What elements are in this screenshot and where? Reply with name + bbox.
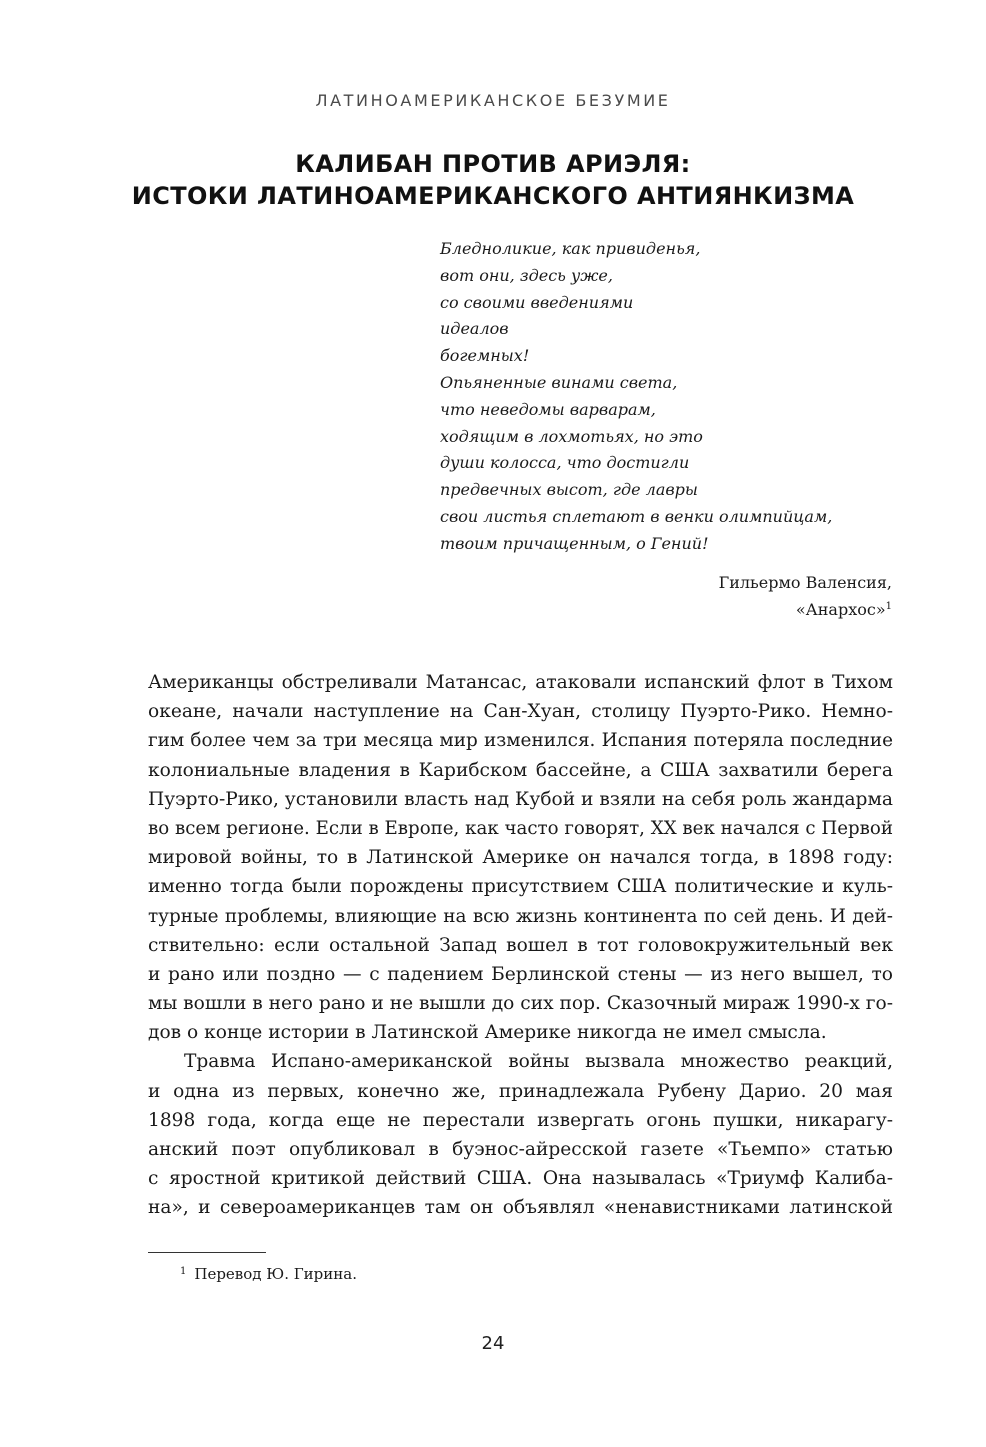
body-line: на», и североамериканцев там он объявлял «ненавистниками латинской	[148, 1197, 893, 1219]
body-line: мировой войны, то в Латинской Америке он начался тогда, в 1898 году:	[148, 847, 893, 869]
epigraph	[440, 236, 900, 558]
body-line: и рано или поздно — с падением Берлинской стены — из него вышел, то	[148, 963, 893, 985]
chapter-title-line-2: ИСТОКИ ЛАТИНОАМЕРИКАНСКОГО АНТИЯНКИЗМА	[131, 182, 855, 210]
epigraph-line: что неведомы варварам,	[440, 399, 656, 419]
body-line: океане, начали наступление на Сан-Хуан, столицу Пуэрто-Рико. Немно-	[148, 701, 893, 723]
epigraph-line: Бледноликие, как привиденья,	[440, 239, 701, 258]
epigraph-author: Гильермо Валенсия,	[718, 573, 892, 592]
epigraph-line: со своими введениями	[440, 292, 634, 312]
body-line: анский поэт опубликовал в буэнос-айресской газете «Тьемпо» статью	[148, 1139, 893, 1160]
body-line: гим более чем за три месяца мир изменился. Испания потеряла последние	[148, 730, 893, 752]
epigraph-line: свои листья сплетают в венки олимпийцам,	[440, 506, 833, 526]
body-line: Травма Испано-американской войны вызвала множество реакций,	[184, 1051, 893, 1073]
body-line: ствительно: если остальной Запад вошел в тот головокружительный век	[148, 934, 893, 956]
body-line: во всем регионе. Если в Европе, как часто говорят, XX век начался с Первой	[148, 817, 893, 839]
body-line: Пуэрто-Рико, установили власть над Кубой и взяли на себя роль жандарма	[148, 788, 893, 810]
epigraph-work-line	[540, 596, 892, 623]
epigraph-line: идеалов	[440, 319, 509, 339]
body-text	[148, 668, 893, 1223]
epigraph-line: Опьяненные винами света,	[440, 372, 678, 392]
footnote-divider	[148, 1252, 266, 1253]
footnote-text: Перевод Ю. Гирина.	[194, 1265, 357, 1283]
body-line: турные проблемы, влияющие на всю жизнь континента по сей день. И дей-	[148, 905, 893, 927]
chapter-title	[60, 148, 926, 212]
epigraph-line: ходящим в лохмотьях, но это	[440, 426, 703, 446]
epigraph-line: твоим причащенным, о Гений!	[440, 533, 709, 553]
epigraph-line: предвечных высот, где лавры	[440, 480, 698, 500]
chapter-title-line-1: КАЛИБАН ПРОТИВ АРИЭЛЯ:	[295, 150, 691, 178]
footnote-number: 1	[180, 1266, 187, 1277]
epigraph-line: души колосса, что достигли	[440, 453, 690, 473]
epigraph-line: вот они, здесь уже,	[440, 265, 613, 285]
footnote-ref[interactable]: 1	[885, 601, 892, 612]
body-line: колониальные владения в Карибском бассейне, а США захватили берега	[148, 759, 893, 781]
body-line: и одна из первых, конечно же, принадлежала Рубену Дарио. 20 мая	[148, 1080, 893, 1102]
body-line: Американцы обстреливали Матансас, атаковали испанский флот в Тихом	[148, 672, 893, 693]
epigraph-line: богемных!	[440, 346, 530, 366]
body-line: с яростной критикой действий США. Она называлась «Триумф Калиба-	[148, 1168, 893, 1190]
body-line: 1898 года, когда еще не перестали извергать огонь пушки, никарагу-	[148, 1109, 893, 1131]
body-line: именно тогда были порождены присутствием США политические и куль-	[148, 876, 893, 898]
epigraph-work: «Анархос»	[795, 600, 886, 619]
body-line: мы вошли в него рано и не вышли до сих пор. Сказочный мираж 1990-х го-	[148, 993, 893, 1015]
page-number: 24	[481, 1333, 505, 1354]
running-head: ЛАТИНОАМЕРИКАНСКОЕ БЕЗУМИЕ	[315, 91, 671, 110]
body-line: дов о конце истории в Латинской Америке никогда не имел смысла.	[148, 1022, 827, 1044]
footnote	[180, 1263, 357, 1285]
epigraph-attribution	[540, 569, 892, 623]
